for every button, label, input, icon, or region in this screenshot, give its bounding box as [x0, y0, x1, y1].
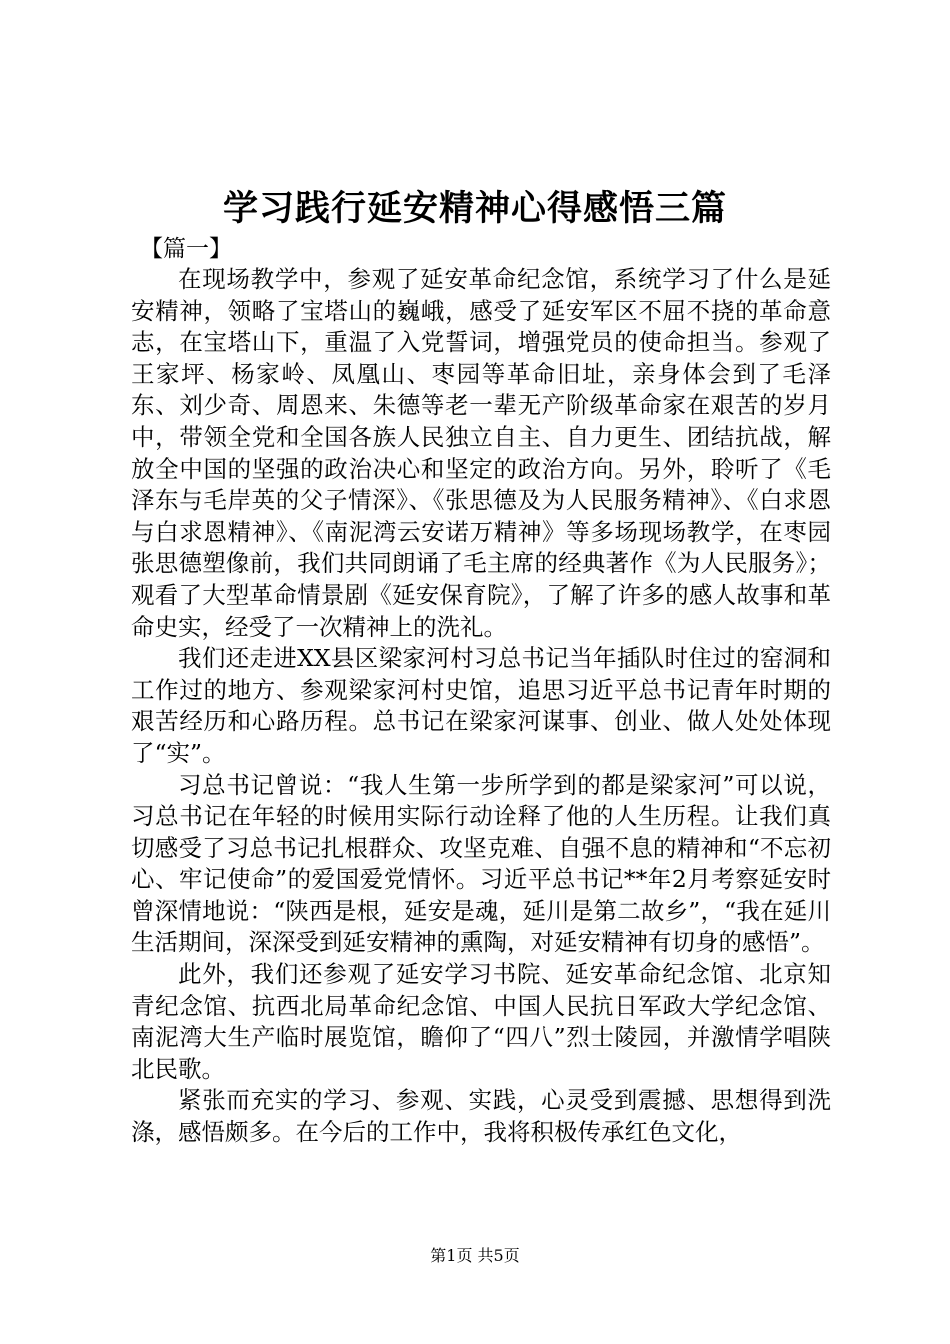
document-body [131, 264, 831, 1149]
document-title: 学习践行延安精神心得感悟三篇 [222, 188, 727, 229]
paragraph-4: 此外，我们还参观了延安学习书院、延安革命纪念馆、北京知青纪念馆、抗西北局革命纪念馆、中国人民抗日军政大学纪念馆、南泥湾大生产临时展览馆，瞻仰了“四八”烈士陵园，并激情学唱陕北民歌。 [131, 960, 831, 1083]
page-footer: 第1页 共5页 [430, 1246, 520, 1265]
paragraph-1: 在现场教学中，参观了延安革命纪念馆，系统学习了什么是延安精神，领略了宝塔山的巍峨，感受了延安军区不屈不挠的革命意志，在宝塔山下，重温了入党誓词，增强党员的使命担当。参观了王家坪、杨家岭、凤凰山、枣园等革命旧址，亲身体会到了毛泽东、刘少奇、周恩来、朱德等老一辈无产阶级革命家在艰苦的岁月中，带领全党和全国各族人民独立自主、自力更生、团结抗战，解放全中国的坚强的政治决心和坚定的政治方向。另外，聆听了《毛泽东与毛岸英的父子情深》、《张思德及为人民服务精神》、《白求恩与白求恩精神》、《南泥湾云安诺万精神》等多场现场教学，在枣园张思德塑像前，我们共同朗诵了毛主席的经典著作《为人民服务》；观看了大型革命情景剧《延安保育院》，了解了许多的感人故事和革命史实，经受了一次精神上的洗礼。 [131, 265, 831, 641]
paragraph-3: 习总书记曾说：“我人生第一步所学到的都是梁家河”可以说，习总书记在年轻的时候用实际行动诠释了他的人生历程。让我们真切感受了习总书记扎根群众、攻坚克难、自强不息的精神和“不忘初心、牢记使命”的爱国爱党情怀。习近平总书记**年2月考察延安时曾深情地说：“陕西是根，延安是魂，延川是第二故乡”，“我在延川生活期间，深深受到延安精神的熏陶，对延安精神有切身的感悟”。 [131, 770, 831, 957]
paragraph-5: 紧张而充实的学习、参观、实践，心灵受到震撼、思想得到洗涤，感悟颇多。在今后的工作中，我将积极传承红色文化， [131, 1086, 831, 1147]
section-label: 【篇一】 [140, 236, 232, 262]
paragraph-2: 我们还走进XX县区梁家河村习总书记当年插队时住过的窑洞和工作过的地方、参观梁家河村史馆，追思习近平总书记青年时期的艰苦经历和心路历程。总书记在梁家河谋事、创业、做人处处体现了“实”。 [131, 644, 831, 767]
